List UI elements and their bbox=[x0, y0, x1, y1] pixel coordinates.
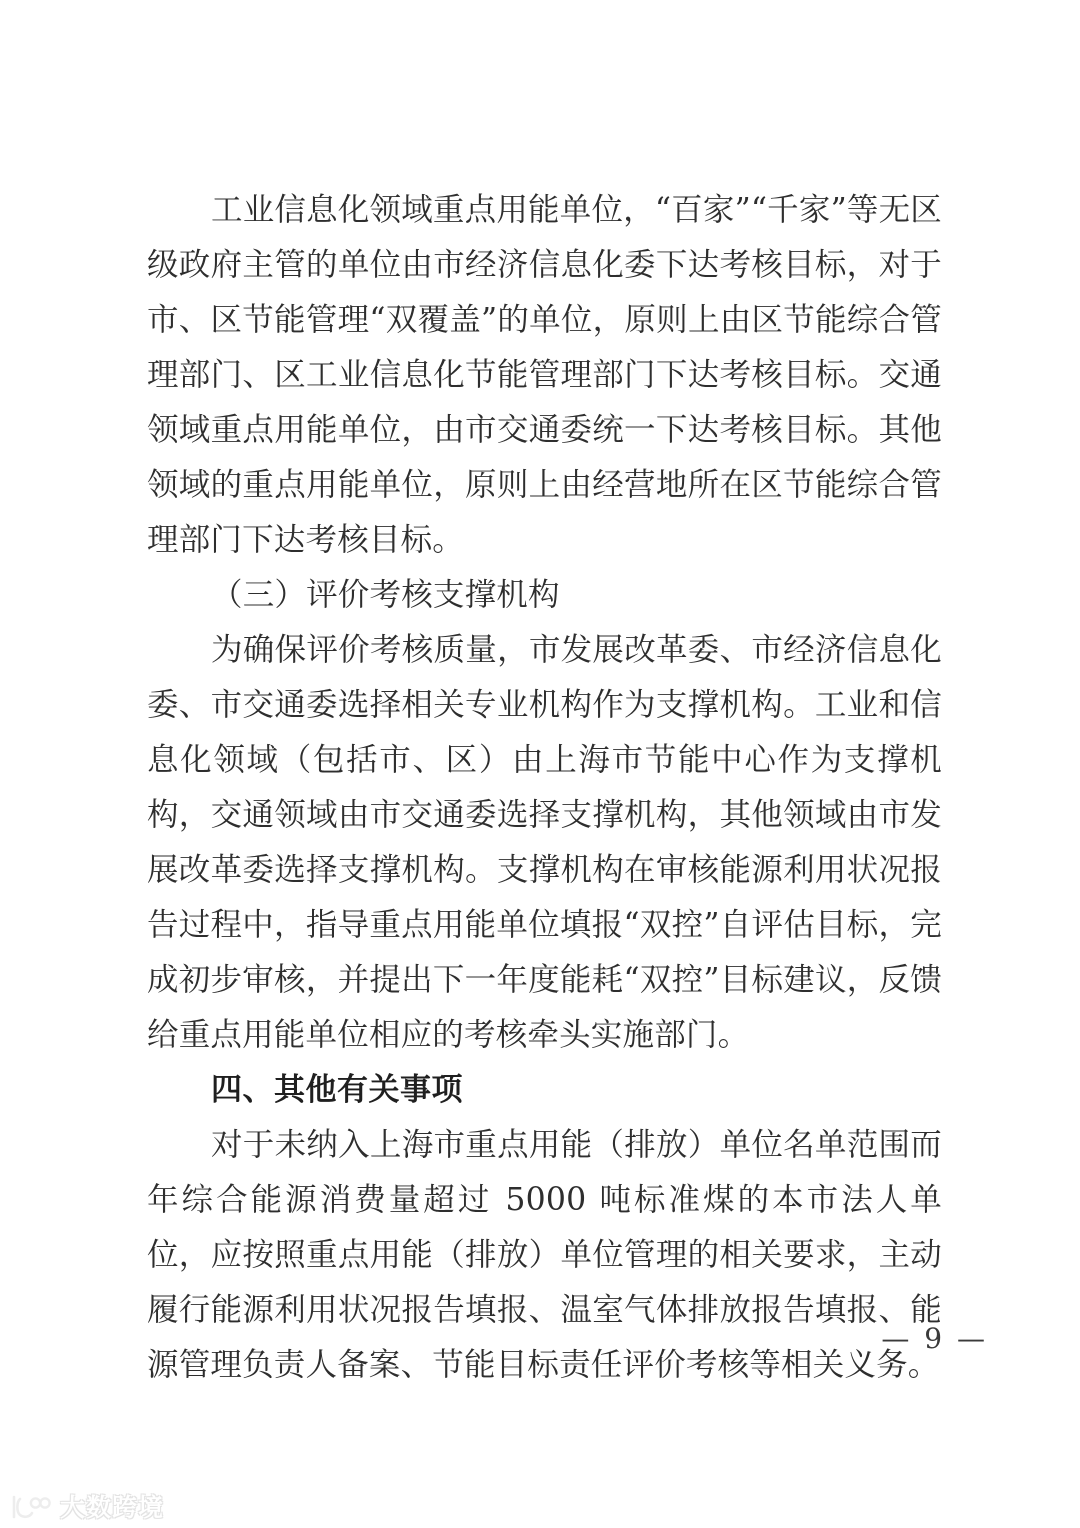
paragraph-support-institution-selection: 为确保评价考核质量，市发展改革委、市经济信息化委、市交通委选择相关专业机构作为支撑机构。工业和信息化领域（包括市、区）由上海市节能中心作为支撑机构，交通领域由市交通委选择支撑机构，其他领域由市发展改革委选择支撑机构。支撑机构在审核能源利用状况报告过程中，指导重点用能单位填报“双控”自评估目标，完成初步审核，并提出下一年度能耗“双控”目标建议，反馈给重点用能单位相应的考核牵头实施部门。 bbox=[147, 632, 942, 1053]
dashukuajing-logo-icon bbox=[8, 1492, 52, 1522]
paragraph-industry-assessment-targets: 工业信息化领域重点用能单位，“百家”“千家”等无区级政府主管的单位由市经济信息化委下达考核目标，对于市、区节能管理“双覆盖”的单位，原则上由区节能综合管理部门、区工业信息化节能管理部门下达考核目标。交通领域重点用能单位，由市交通委统一下达考核目标。其他领域的重点用能单位，原则上由经营地所在区节能综合管理部门下达考核目标。 bbox=[147, 192, 942, 558]
paragraph-other-obligations: 对于未纳入上海市重点用能（排放）单位名单范围而年综合能源消费量超过 5000 吨标准煤的本市法人单位，应按照重点用能（排放）单位管理的相关要求，主动履行能源利用状况报告填报、温室气体排放报告填报、能源管理负责人备案、节能目标责任评价考核等相关义务。 bbox=[147, 1127, 942, 1383]
document-body bbox=[147, 183, 942, 1393]
subheading-evaluation-support-institutions: （三）评价考核支撑机构 bbox=[211, 577, 560, 613]
watermark-label: 大数跨境 bbox=[60, 1492, 165, 1522]
heading-other-related-matters: 四、其他有关事项 bbox=[211, 1072, 463, 1108]
watermark bbox=[8, 1492, 164, 1522]
page-number: — 9 — bbox=[881, 1322, 988, 1355]
